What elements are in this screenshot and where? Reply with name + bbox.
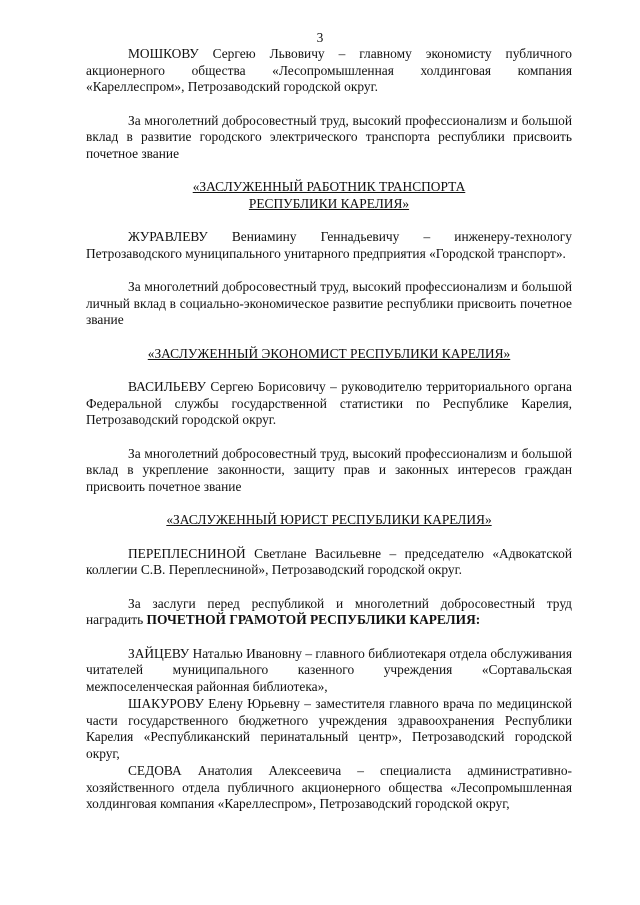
document-body [86,46,572,813]
paragraph: За многолетний добросовестный труд, высокий профессионализм и большой вклад в развитие городского электрического транспорта республики присвоить почетное звание [86,112,572,161]
paragraph-text: За заслуги перед республикой и многолетний добросовестный труд наградить [86,595,572,627]
award-name-bold: ПОЧЕТНОЙ ГРАМОТОЙ РЕСПУБЛИКИ КАРЕЛИЯ: [146,612,481,627]
award-title-line: РЕСПУБЛИКИ КАРЕЛИЯ» [248,195,410,211]
award-title-line: «ЗАСЛУЖЕННЫЙ ЭКОНОМИСТ РЕСПУБЛИКИ КАРЕЛИЯ» [147,345,511,361]
award-title-line: «ЗАСЛУЖЕННЫЙ ЮРИСТ РЕСПУБЛИКИ КАРЕЛИЯ» [166,512,492,527]
paragraph: ПЕРЕПЛЕСНИНОЙ Светлане Васильевне – председателю «Адвокатской коллегии С.В. Переплесниной», Петрозаводский городской округ. [86,545,572,577]
paragraph: ШАКУРОВУ Елену Юрьевну – заместителя главного врача по медицинской части государственного бюджетного учреждения здравоохранения Республики Карелия «Республиканский перинатальный центр», Петрозаводский городской округ, [86,696,572,761]
paragraph: ЗАЙЦЕВУ Наталью Ивановну – главного библиотекаря отдела обслуживания читателей муниципального казенного учреждения «Сортавальская межпоселенческая районная библиотека», [86,645,572,694]
page-number: 3 [316,30,324,45]
paragraph: ВАСИЛЬЕВУ Сергею Борисовичу – руководителю территориального органа Федеральной службы государственной статистики по Республике Карелия, Петрозаводский городской округ. [86,379,572,427]
paragraph: За многолетний добросовестный труд, высокий профессионализм и большой вклад в укрепление законности, защиту прав и законных интересов граждан присвоить почетное звание [86,445,572,494]
award-title [86,346,572,363]
paragraph: За многолетний добросовестный труд, высокий профессионализм и большой личный вклад в социально-экономическое развитие республики присвоить почетное звание [86,279,572,327]
award-title [86,179,572,212]
paragraph: МОШКОВУ Сергею Львовичу – главному экономисту публичного акционерного общества «Лесопромышленная холдинговая компания «Кареллеспром», Петрозаводский городской округ. [86,46,572,94]
award-title [86,512,572,529]
paragraph: СЕДОВА Анатолия Алексеевича – специалиста административно-хозяйственного отдела публичного акционерного общества «Лесопромышленная холдинговая компания «Кареллеспром», Петрозаводский городской округ, [86,763,572,811]
paragraph: ЖУРАВЛЕВУ Вениамину Геннадьевичу – инженеру-технологу Петрозаводского муниципального унитарного предприятия «Городской транспорт». [86,229,572,261]
award-title-line: «ЗАСЛУЖЕННЫЙ РАБОТНИК ТРАНСПОРТА [192,179,466,194]
paragraph [86,596,572,629]
